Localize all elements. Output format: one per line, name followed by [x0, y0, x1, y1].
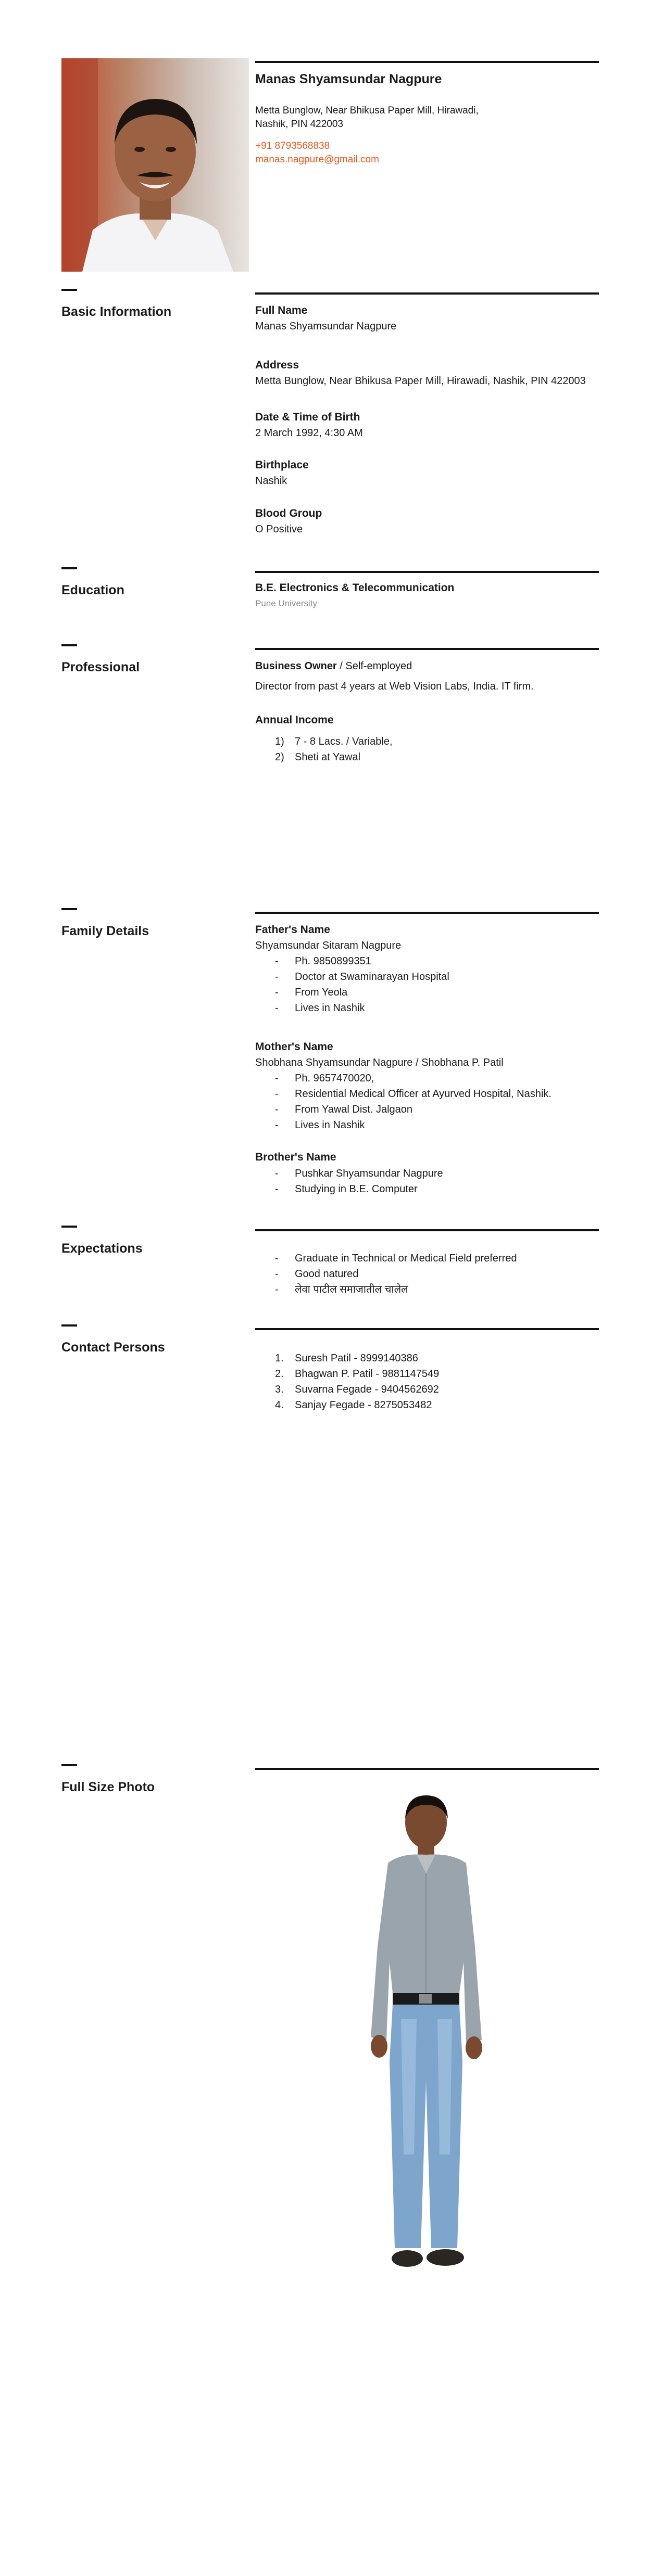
section-rule: [255, 1328, 599, 1330]
header-phone[interactable]: +91 8793568838: [255, 141, 330, 151]
list-item: - लेवा पाटील समाजातील चालेल: [255, 1282, 609, 1297]
section-dash: [61, 1324, 77, 1327]
section-title-family: Family Details: [61, 924, 149, 938]
section-title-professional: Professional: [61, 660, 140, 674]
list-item: 2. Bhagwan P. Patil - 9881147549: [275, 1368, 440, 1380]
list-item: - Residential Medical Officer at Ayurved Hospital, Nashik.: [255, 1086, 620, 1102]
section-rule: [255, 912, 599, 914]
list-item: 3. Suvarna Fegade - 9404562692: [275, 1384, 439, 1395]
mother-details: [255, 1070, 620, 1133]
birthplace-value: Nashik: [255, 475, 287, 487]
list-item: 2) Sheti at Yawal: [275, 751, 361, 763]
header-rule: [255, 61, 599, 63]
profile-photo: [61, 58, 249, 272]
occupation-description: Director from past 4 years at Web Vision Labs, India. IT firm.: [255, 681, 534, 692]
birthplace-label: Birthplace: [255, 459, 309, 471]
section-title-education: Education: [61, 583, 124, 597]
mother-name: Shobhana Shyamsundar Nagpure / Shobhana P. Patil: [255, 1057, 504, 1068]
section-rule: [255, 1229, 599, 1231]
section-dash: [61, 567, 77, 569]
income-list: [255, 734, 599, 765]
section-dash: [61, 289, 77, 291]
section-dash: [61, 644, 77, 646]
mother-label: Mother's Name: [255, 1041, 333, 1053]
list-item: - From Yeola: [255, 985, 609, 1000]
section-rule: [255, 292, 599, 295]
list-item: - Good natured: [255, 1266, 609, 1282]
list-item: 1. Suresh Patil - 8999140386: [275, 1353, 418, 1364]
dob-label: Date & Time of Birth: [255, 411, 360, 423]
father-name: Shyamsundar Sitaram Nagpure: [255, 940, 402, 951]
header-address-line1: Metta Bunglow, Near Bhikusa Paper Mill, Hirawadi,: [255, 105, 479, 116]
section-title-basic: Basic Information: [61, 304, 172, 319]
section-rule: [255, 1768, 599, 1770]
brother-label: Brother's Name: [255, 1151, 336, 1163]
occupation: [255, 659, 412, 673]
brother-details: [255, 1166, 609, 1197]
section-title-expectations: Expectations: [61, 1241, 143, 1256]
university: Pune University: [255, 598, 318, 608]
blood-group-label: Blood Group: [255, 507, 322, 519]
list-item: - Studying in B.E. Computer: [255, 1181, 609, 1197]
income-label: Annual Income: [255, 714, 334, 726]
dob-value: 2 March 1992, 4:30 AM: [255, 427, 363, 439]
occupation-type: / Self-employed: [336, 660, 412, 672]
section-title-photo: Full Size Photo: [61, 1780, 155, 1794]
list-item: 1) 7 - 8 Lacs. / Variable,: [275, 736, 393, 747]
full-name-value: Manas Shyamsundar Nagpure: [255, 321, 397, 332]
section-rule: [255, 648, 599, 650]
section-dash: [61, 1764, 77, 1766]
father-details: [255, 953, 609, 1016]
contacts-list: [255, 1350, 609, 1413]
full-name-label: Full Name: [255, 304, 308, 316]
list-item: - Graduate in Technical or Medical Field preferred: [255, 1251, 609, 1266]
list-item: - Pushkar Shyamsundar Nagpure: [255, 1166, 609, 1181]
list-item: - Lives in Nashik: [255, 1117, 620, 1133]
header-address: [255, 104, 479, 131]
list-item: - From Yawal Dist. Jalgaon: [255, 1102, 620, 1117]
list-item: 4. Sanjay Fegade - 8275053482: [275, 1399, 432, 1411]
occupation-role: Business Owner: [255, 660, 337, 672]
list-item: - Ph. 9850899351: [255, 953, 609, 969]
expectations-list: [255, 1251, 609, 1297]
candidate-name: Manas Shyamsundar Nagpure: [255, 72, 442, 86]
section-rule: [255, 571, 599, 573]
address-value: Metta Bunglow, Near Bhikusa Paper Mill, Hirawadi, Nashik, PIN 422003: [255, 375, 586, 387]
full-size-photo: [339, 1790, 505, 2285]
degree: B.E. Electronics & Telecommunication: [255, 582, 455, 594]
address-label: Address: [255, 359, 299, 371]
blood-group-value: O Positive: [255, 524, 303, 535]
father-label: Father's Name: [255, 924, 330, 936]
header-address-line2: Nashik, PIN 422003: [255, 119, 343, 130]
list-item: - Ph. 9657470020,: [255, 1070, 620, 1086]
list-item: - Lives in Nashik: [255, 1000, 609, 1016]
section-dash: [61, 1226, 77, 1228]
section-title-contacts: Contact Persons: [61, 1340, 165, 1355]
section-dash: [61, 908, 77, 910]
header-email[interactable]: manas.nagpure@gmail.com: [255, 154, 379, 165]
list-item: - Doctor at Swaminarayan Hospital: [255, 969, 609, 985]
